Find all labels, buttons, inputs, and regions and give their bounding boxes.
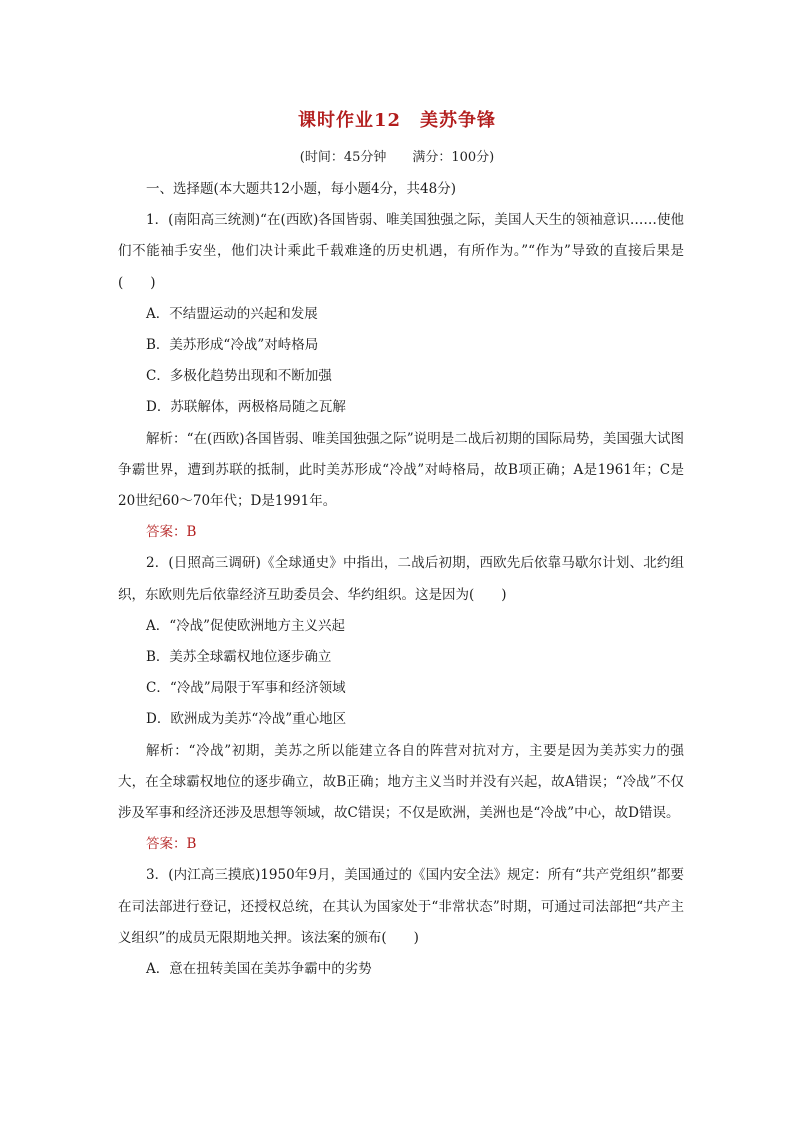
analysis-text: “在(西欧)各国皆弱、唯美国独强之际”说明是二战后初期的国际局势，美国强大试图争霸世界，遭到苏联的抵制，此时美苏形成“冷战”对峙格局，故B项正确；A是1961年；C是20世纪60～70年代；D是1991年。: [118, 430, 685, 510]
document-body: [118, 174, 684, 985]
question-1-stem: 1．(南阳高三统测)“在(西欧)各国皆弱、唯美国独强之际，美国人天生的领袖意识……使他们不能袖手安坐，他们决计乘此千载难逢的历史机遇，有所作为。”“作为”导致的直接后果是( ): [118, 212, 684, 291]
time-score-note: (时间：45分钟 满分：100分): [299, 150, 495, 165]
question-1-option-a: A．不结盟运动的兴起和发展: [146, 305, 318, 322]
question-2-stem: 2．(日照高三调研)《全球通史》中指出，二战后初期，西欧先后依靠马歇尔计划、北约组织，东欧则先后依靠经济互助委员会、华约组织。这是因为( ): [118, 555, 684, 603]
question-3-option-a: A．意在扭转美国在美苏争霸中的劣势: [146, 961, 372, 978]
question-2-option-a: A．“冷战”促使欧洲地方主义兴起: [146, 617, 346, 634]
question-1-option-d: D．苏联解体，两极格局随之瓦解: [146, 399, 346, 416]
question-2-option-c: C．“冷战”局限于军事和经济领域: [146, 680, 346, 697]
section-heading: 一、选择题(本大题共12小题，每小题4分，共48分): [146, 181, 456, 197]
analysis-label: 解析：: [146, 742, 189, 759]
answer-label: 答案：: [146, 836, 187, 853]
question-3-stem: 3．(内江高三摸底)1950年9月，美国通过的《国内安全法》规定：所有“共产党组织”都要在司法部进行登记，还授权总统，在其认为国家处于“非常状态”时期，可通过司法部把“共产主义组织”的成员无限期地关押。该法案的颁布( ): [118, 867, 684, 946]
question-1-option-b: B．美苏形成“冷战”对峙格局: [146, 337, 319, 354]
question-2-option-d: D．欧洲成为美苏“冷战”重心地区: [146, 711, 347, 728]
analysis-text: “冷战”初期，美苏之所以能建立各自的阵营对抗对方，主要是因为美苏实力的强大，在全球霸权地位的逐步确立，故B正确；地方主义当时并没有兴起，故A错误；“冷战”不仅涉及军事和经济还涉及思想等领域，故C错误；不仅是欧洲，美洲也是“冷战”中心，故D错误。: [118, 742, 684, 822]
question-1-analysis: [118, 424, 684, 518]
answer-value: B: [186, 836, 197, 853]
question-2-answer: [118, 829, 684, 860]
question-2-analysis: [118, 736, 684, 830]
question-2-option-b: B．美苏全球霸权地位逐步确立: [146, 649, 332, 666]
page-title: 课时作业12 美苏争锋: [297, 110, 497, 131]
answer-label: 答案：: [146, 524, 187, 541]
answer-value: B: [186, 524, 197, 541]
analysis-label: 解析：: [146, 430, 187, 447]
question-1-option-c: C．多极化趋势出现和不断加强: [146, 368, 332, 385]
question-1-answer: [118, 517, 684, 548]
